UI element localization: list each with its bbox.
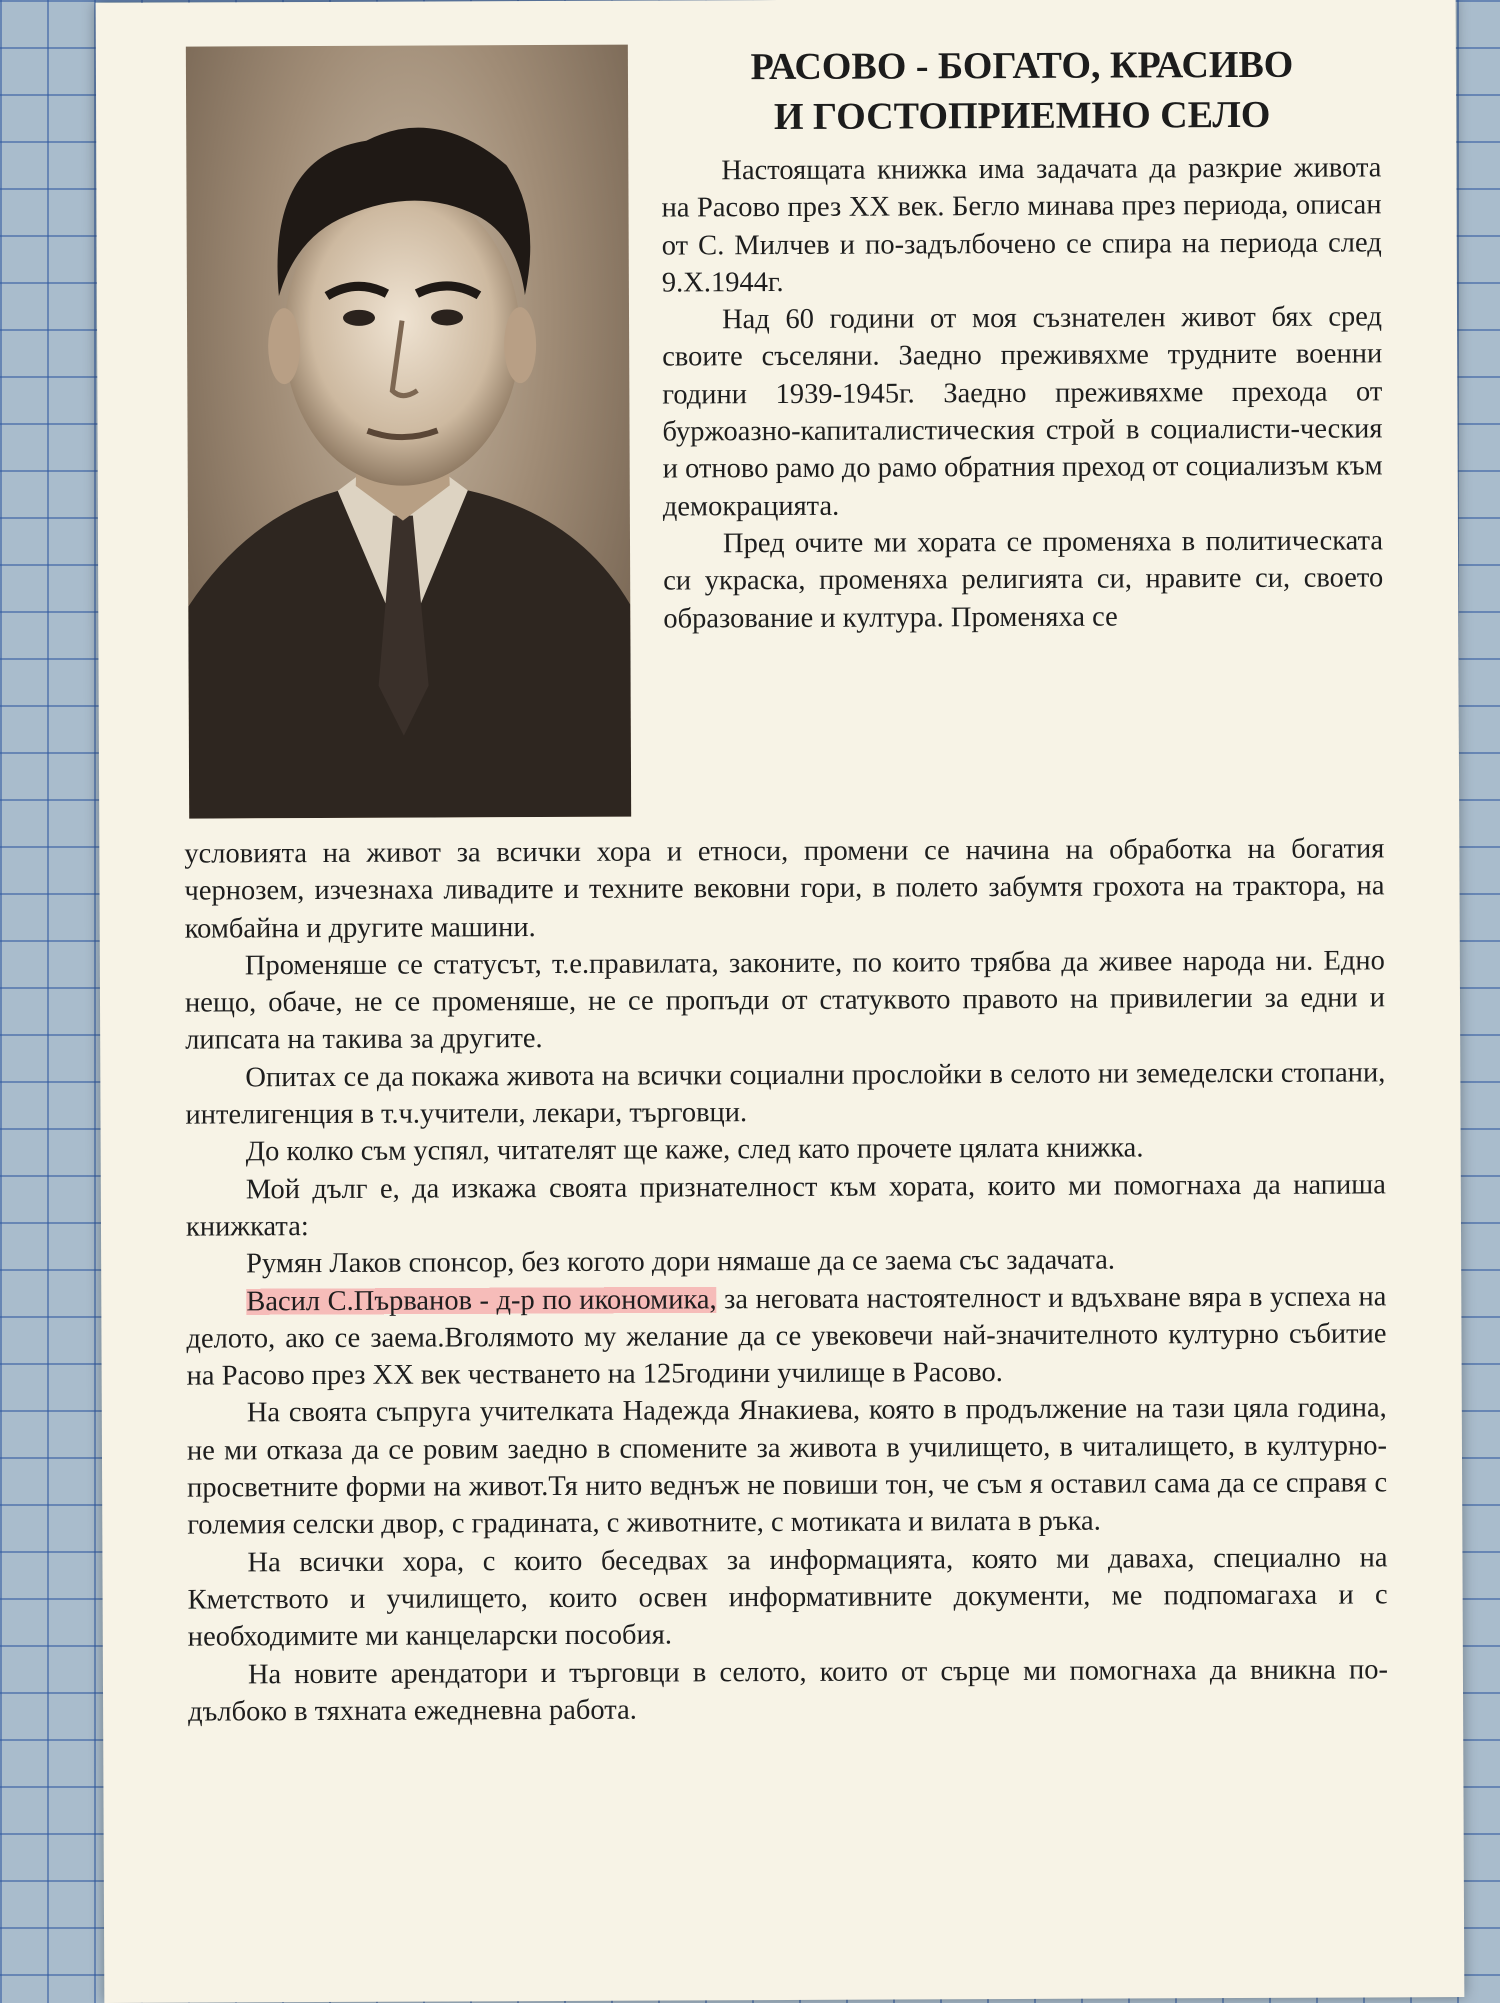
paragraph-changes-start: Пред очите ми хората се променяха в политическата си украска, променяха религията си, нравите си, своето образование и култура. Променяха се [663, 525, 1384, 635]
paragraph-gratitude: Мой дълг е, да изкажа своята признателност към хората, които ми помогнаха да напиша книжката: [185, 1169, 1386, 1243]
paragraph-social-layers: Опитах се да покажа живота на всички социални прослойки в селото ни земеделски стопани, интелигенция в т.ч.учители, лекари, търговци. [185, 1057, 1386, 1131]
full-width-text [184, 830, 1388, 1730]
paragraph-changes-continued: условията на живот за всички хора и етноси, промени се начина на обработка на богатия чернозем, изчезнаха ливадите и техните вековни гори, в полето забумтя грохота на трактора, на комбайна и другите машини. [184, 833, 1385, 945]
paragraph-reader: До колко съм успял, читателят ще каже, след като прочете цялата книжка. [245, 1132, 1144, 1168]
right-column-text [661, 149, 1383, 637]
paragraph-intro: Настоящата книжка има задачата да разкрие живота на Расово през XX век. Бегло минава през периода, описан от С. Милчев и по-задълбочено се спира на периода след 9.X.1944г. [661, 152, 1382, 299]
page-title [666, 39, 1378, 142]
title-line-2: И ГОСТОПРИЕМНО СЕЛО [773, 93, 1271, 139]
highlighted-name: Васил С.Първанов - д-р по икономика, [246, 1283, 717, 1317]
paragraph-sponsor: Румян Лаков спонсор, без когото дори нямаше да се заема със задачата. [246, 1244, 1116, 1280]
title-line-1: РАСОВО - БОГАТО, КРАСИВО [750, 43, 1294, 89]
paragraph-vasil-rest: за неговата настоятелност и вдъхване вяра в успеха на делото, ако се заема.Вголямото му желание да се увековечи най-значителното културно събитие на Расово през XX век честването на 125години училище в Расово. [186, 1280, 1387, 1392]
paragraph-informants: На всички хора, с които беседвах за информацията, която ми даваха, специално на Кметството и училището, които освен информативните документи, ме подпомагаха и с необходимите ми канцеларски пособия. [187, 1541, 1388, 1653]
paragraph-tenants: На новите арендатори и търговци в селото, които от сърце ми помогнаха да вникна по-дълбоко в тяхната ежедневна работа. [188, 1653, 1388, 1728]
book-page [96, 0, 1465, 2003]
paragraph-wife: На своята съпруга учителката Надежда Янакиева, която в продължение на тази цяла година, не ми отказа да се ровим заедно в спомените за живота в училището, в читалището, в културно-просветните форми на живот.Тя нито веднъж не повиши тон, че съм я оставил сама да се справя с големия селски двор, с градината, с животните, с мотиката и вилата в ръка. [186, 1392, 1388, 1541]
paragraph-sixty-years: Над 60 години от моя съзнателен живот бях сред своите съселяни. Заедно преживяхме трудните военни години 1939-1945г. Заедно преживяхме прехода от буржоазно-капиталистическия строй в социалисти-ческия и отново рамо до рамо обратния преход от социализъм към демокрацията. [662, 301, 1383, 523]
portrait-photo [186, 45, 631, 819]
paragraph-vasil [186, 1278, 1386, 1395]
portrait-photo-icon [186, 45, 631, 819]
paragraph-status: Променяше се статусът, т.е.правилата, законите, по които трябва да живее народа ни. Едно нещо, обаче, не се променяше, не се пропъди от статуквото правото на привилегии за едни и липсата на такива за другите. [184, 945, 1386, 1057]
